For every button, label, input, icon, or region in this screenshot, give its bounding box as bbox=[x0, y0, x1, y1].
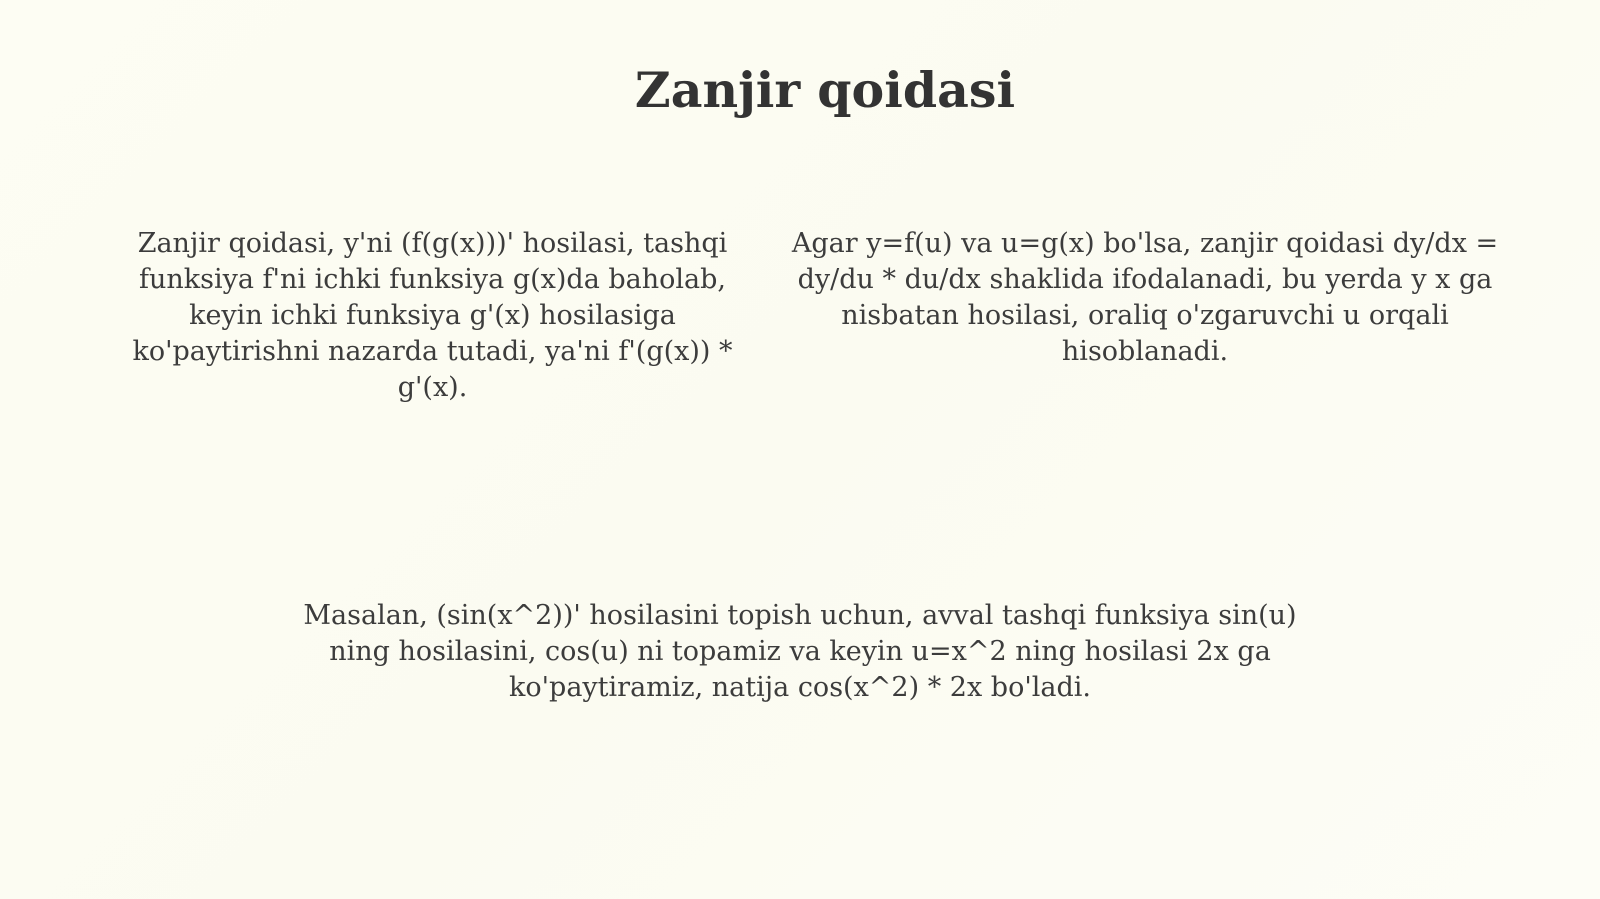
slide-title: Zanjir qoidasi bbox=[634, 61, 1016, 119]
paragraph-chain-rule-leibniz: Agar y=f(u) va u=g(x) bo'lsa, zanjir qoidasi dy/dx = dy/du * du/dx shaklida ifodalanadi, bu yerda y x ga nisbatan hosilasi, oraliq o'zgaruvchi u orqali hisoblanadi. bbox=[791, 228, 1499, 367]
paragraph-chain-rule-definition: Zanjir qoidasi, y'ni (f(g(x)))' hosilasi, tashqi funksiya f'ni ichki funksiya g(x)da baholab, keyin ichki funksiya g'(x) hosilasiga ko'paytirishni nazarda tutadi, ya'ni f'(g(x)) * g'(x). bbox=[132, 228, 733, 403]
paragraph-chain-rule-example: Masalan, (sin(x^2))' hosilasini topish uchun, avval tashqi funksiya sin(u) ning hosilasini, cos(u) ni topamiz va keyin u=x^2 ning hosilasi 2x ga ko'paytiramiz, natija cos(x^2) * 2x bo'ladi. bbox=[303, 600, 1297, 703]
